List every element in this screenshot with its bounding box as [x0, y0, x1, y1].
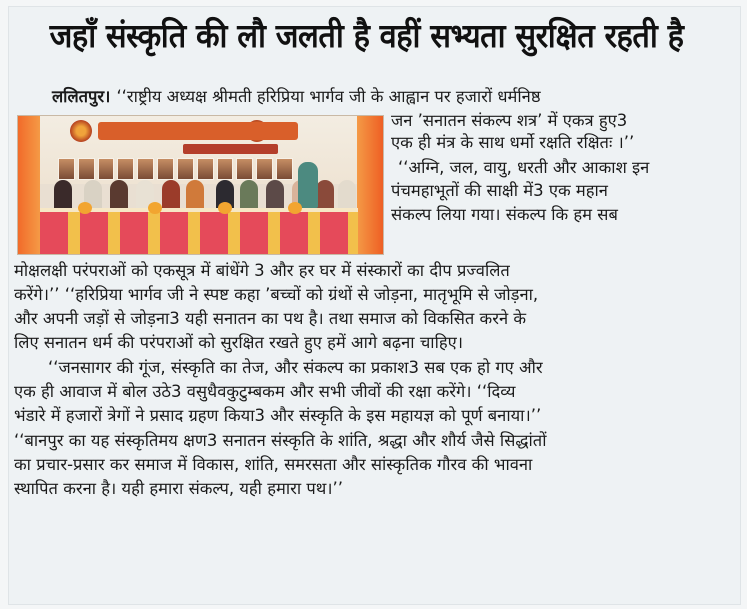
- article-line-1: [52, 86, 541, 108]
- bouquet-icon: [78, 202, 92, 214]
- dateline: ललितपुर।: [52, 87, 111, 106]
- photo-curtain-right: [357, 116, 383, 254]
- event-photo: [17, 115, 384, 255]
- emblem-icon: [70, 120, 92, 142]
- article-line-14: ‘‘बानपुर का यह संस्कृतिमय क्षण3 सनातन संस्कृति के शांति, श्रद्धा और शौर्य जैसे सिद्धांतों: [14, 431, 547, 450]
- headline: जहाँ संस्कृति की लौ जलती है वहीं सभ्यता सुरक्षित रहती है: [49, 16, 684, 55]
- article-line-3: एक ही मंत्र के साथ धर्मो रक्षति रक्षितः ।’’: [391, 133, 635, 152]
- bouquet-icon: [218, 202, 232, 214]
- article-line-10: लिए सनातन धर्म की परंपराओं को सुरक्षित रखते हुए हमें आगे बढ़ना चाहिए।: [14, 333, 463, 352]
- article-line-16: स्थापित करना है। यही हमारा संकल्प, यही हमारा पथ।’’: [14, 479, 344, 498]
- article-line-15: का प्रचार-प्रसार कर समाज में विकास, शांति, समरसता और सांस्कृतिक गौरव की भावना: [14, 455, 533, 474]
- article-line-4: ‘‘अग्नि, जल, वायु, धरती और आकाश इन: [398, 158, 650, 177]
- article-line-2: जन ’सनातन संकल्प शत्र’ में एकत्र हुए3: [391, 111, 628, 130]
- article-line-13: भंडारे में हजारों त्रेगों ने प्रसाद ग्रहण किया3 और संस्कृति के इस महायज्ञ को पूर्ण बनाया।’’: [14, 406, 542, 425]
- article-line-5: पंचमहाभूतों की साक्षी में3 एक महान: [391, 181, 608, 200]
- photo-banner-title: [98, 122, 298, 140]
- bouquet-icon: [288, 202, 302, 214]
- article-line-7: मोक्षलक्षी परंपराओं को एकसूत्र में बांधेंगे 3 और हर घर में संस्कारों का दीप प्रज्वलित: [14, 261, 510, 280]
- article-line-9: और अपनी जड़ों से जोड़ना3 यही सनातन का पथ है। तथा समाज को विकसित करने के: [14, 309, 527, 328]
- article-line-6: संकल्प लिया गया। संकल्प कि हम सब: [391, 205, 618, 224]
- dais-skirt: [40, 212, 358, 254]
- photo-curtain-left: [18, 116, 40, 254]
- article-line-8: करेंगे।’’ ‘‘हरिप्रिया भार्गव जी ने स्पष्ट कहा ’बच्चों को ग्रंथों से जोड़ना, मातृभूमि से जोड़ना,: [14, 285, 539, 304]
- photo-banner-subtitle: [183, 144, 278, 154]
- article-line-12: एक ही आवाज में बोल उठे3 वसुधैवकुटुम्बकम और सभी जीवों की रक्षा करेंगे। ‘‘दिव्य: [14, 382, 516, 401]
- article-line-11: ‘‘जनसागर की गूंज, संस्कृति का तेज, और संकल्प का प्रकाश3 सब एक हो गए और: [48, 358, 543, 377]
- bouquet-icon: [148, 202, 162, 214]
- article-text: ‘‘राष्ट्रीय अध्यक्ष श्रीमती हरिप्रिया भार्गव जी के आह्वान पर हजारों धर्मनिष्ठ: [116, 87, 541, 106]
